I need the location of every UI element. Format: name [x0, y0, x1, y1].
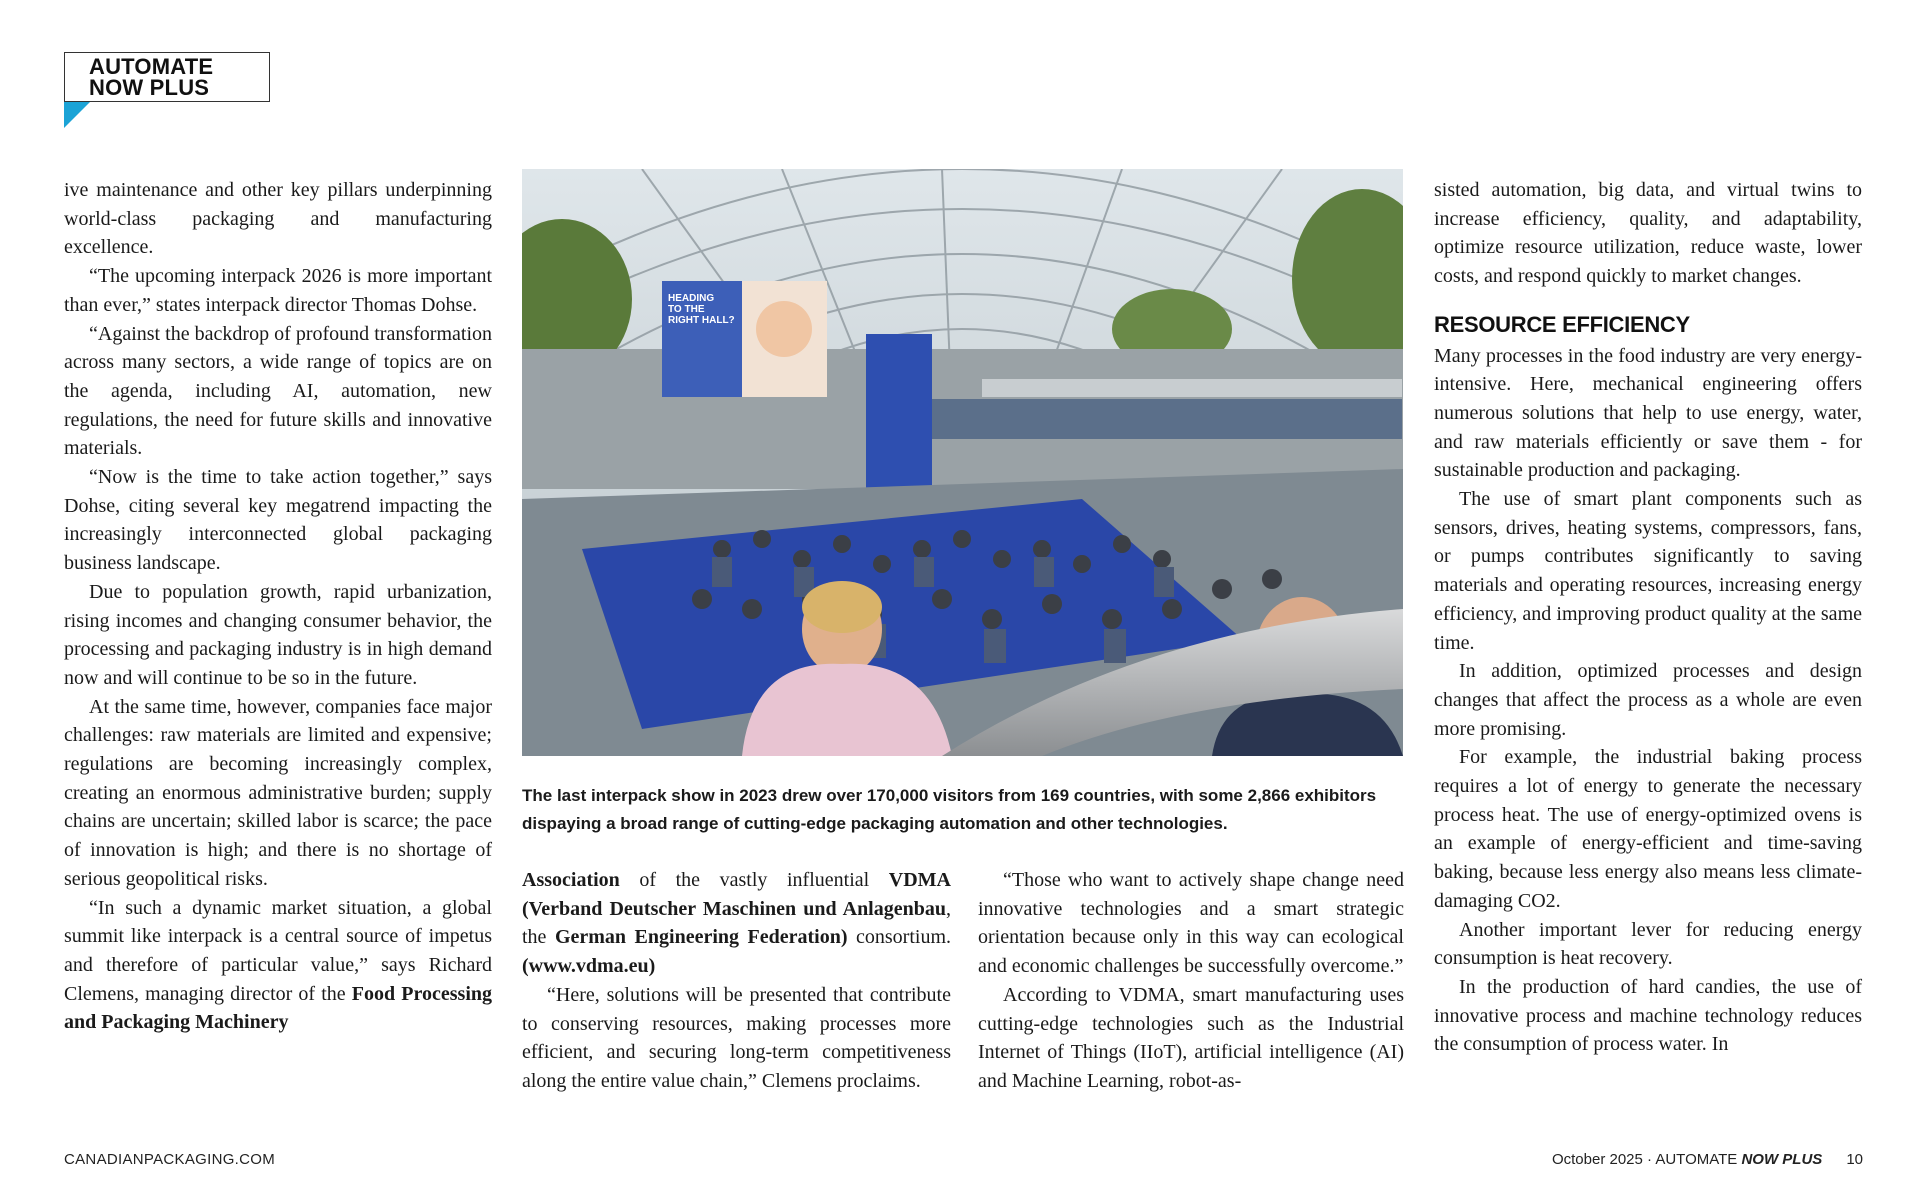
- paragraph: The use of smart plant components such as sensors, drives, heating systems, compressors, fans, or pumps contributes significantly to saving materials and operating resources, increasing energy efficiency, and improving product quality at the same time.: [1434, 488, 1862, 654]
- paragraph-text: of the vastly influential: [619, 869, 889, 891]
- article-column-4: [1434, 176, 1862, 1059]
- paragraph: [64, 894, 492, 1038]
- paragraph: “The upcoming interpack 2026 is more important than ever,” states interpack director Thomas Dohse.: [64, 265, 492, 316]
- paragraph: In the production of hard candies, the use of innovative process and machine technology reduces the consumption of process water. In: [1434, 975, 1862, 1056]
- paragraph: Many processes in the food industry are very energy-intensive. Here, mechanical engineering offers numerous solutions that help to use energy, water, and raw materials efficiently or save them - for sustainable production and packaging.: [1434, 344, 1862, 482]
- paragraph: “Those who want to actively shape change need innovative technologies and a smart strategic orientation because only in this way can ecological and economic challenges be successfully overcome.”: [978, 869, 1404, 978]
- paragraph: “Now is the time to take action together,” says Dohse, citing several key megatrend impacting the increasingly interconnected global packaging business landscape.: [64, 466, 492, 575]
- photo-caption: The last interpack show in 2023 drew over 170,000 visitors from 169 countries, with some 2,866 exhibitors dispaying a broad range of cutting-edge packaging automation and other technologies.: [522, 786, 1377, 833]
- paragraph: ive maintenance and other key pillars underpinning world-class packaging and manufacturing excellence.: [64, 179, 492, 259]
- paragraph: sisted automation, big data, and virtual twins to increase efficiency, quality, and adaptability, optimize resource utilization, reduce waste, lower costs, and respond quickly to market changes.: [1434, 179, 1862, 288]
- section-heading: RESOURCE EFFICIENCY: [1434, 311, 1690, 337]
- paragraph: According to VDMA, smart manufacturing uses cutting-edge technologies such as the Industrial Internet of Things (IIoT), artificial intelligence (AI) and Machine Learning, robot-as-: [978, 983, 1404, 1092]
- footer-date: October 2025 · AUTOMATE: [1551, 1151, 1742, 1168]
- footer-issue-info: [1552, 1151, 1863, 1168]
- badge-line-2: NOW PLUS: [89, 75, 210, 100]
- badge-title: [89, 56, 213, 98]
- paragraph: For example, the industrial baking process requires a lot of energy to generate the necessary process heat. The use of energy-optimized ovens is an example of energy-efficient and time-saving baking, because less energy also means less climate- damaging CO2.: [1434, 746, 1862, 912]
- footer-website: CANADIANPACKAGING.COM: [64, 1151, 276, 1168]
- website-link[interactable]: (www.vdma.eu): [522, 955, 656, 978]
- badge-line-1: AUTOMATE: [89, 54, 214, 79]
- organization-name: Food Processing and Packaging Machinery: [64, 982, 492, 1034]
- badge-corner-triangle: [64, 102, 90, 128]
- page-number: 10: [1846, 1151, 1863, 1168]
- trade-show-photo: [522, 169, 1403, 756]
- paragraph: At the same time, however, companies face major challenges: raw materials are limited and expensive; regulations are becoming increasingly complex, creating an enormous administrative burden; supply chains are uncertain; skilled labor is scarce; the pace of innovation is high; and there is no shortage of serious geopolitical risks.: [64, 695, 492, 890]
- organization-name: VDMA (Verband Deutscher Maschinen und Anlagenbau: [522, 869, 951, 920]
- footer-brand: NOW PLUS: [1741, 1151, 1823, 1168]
- paragraph: In addition, optimized processes and design changes that affect the process as a whole are even more promising.: [1434, 660, 1862, 740]
- paragraph: Due to population growth, rapid urbanization, rising incomes and changing consumer behavior, the processing and packaging industry is in high demand now and will continue to be so in the future.: [64, 580, 492, 689]
- paragraph-text: “In such a dynamic market situation, a global summit like interpack is a central source of impetus and therefore of particular value,” says Richard Clemens, managing director of the: [64, 896, 492, 1005]
- paragraph-text: , the: [522, 897, 951, 949]
- organization-name: Association: [522, 869, 620, 891]
- paragraph: Another important lever for reducing energy consumption is heat recovery.: [1434, 918, 1862, 970]
- trade-show-hall-image: [522, 169, 1403, 756]
- paragraph-text: consortium.: [847, 926, 951, 949]
- section-badge: [64, 52, 270, 102]
- sign-text: HEADING TO THE RIGHT HALL?: [668, 293, 735, 326]
- article-column-1: [64, 176, 492, 1037]
- article-column-2: [522, 866, 951, 1096]
- paragraph: “Here, solutions will be presented that contribute to conserving resources, making processes more efficient, and securing long-term competitiveness along the entire value chain,” Clemens proclaims.: [522, 983, 951, 1092]
- paragraph: [522, 866, 951, 981]
- article-column-3: [978, 866, 1404, 1096]
- organization-name: German Engineering Federation): [554, 926, 848, 949]
- paragraph: “Against the backdrop of profound transformation across many sectors, a wide range of topics are on the agenda, including AI, automation, new regulations, the need for future skills and innovative materials.: [64, 322, 492, 460]
